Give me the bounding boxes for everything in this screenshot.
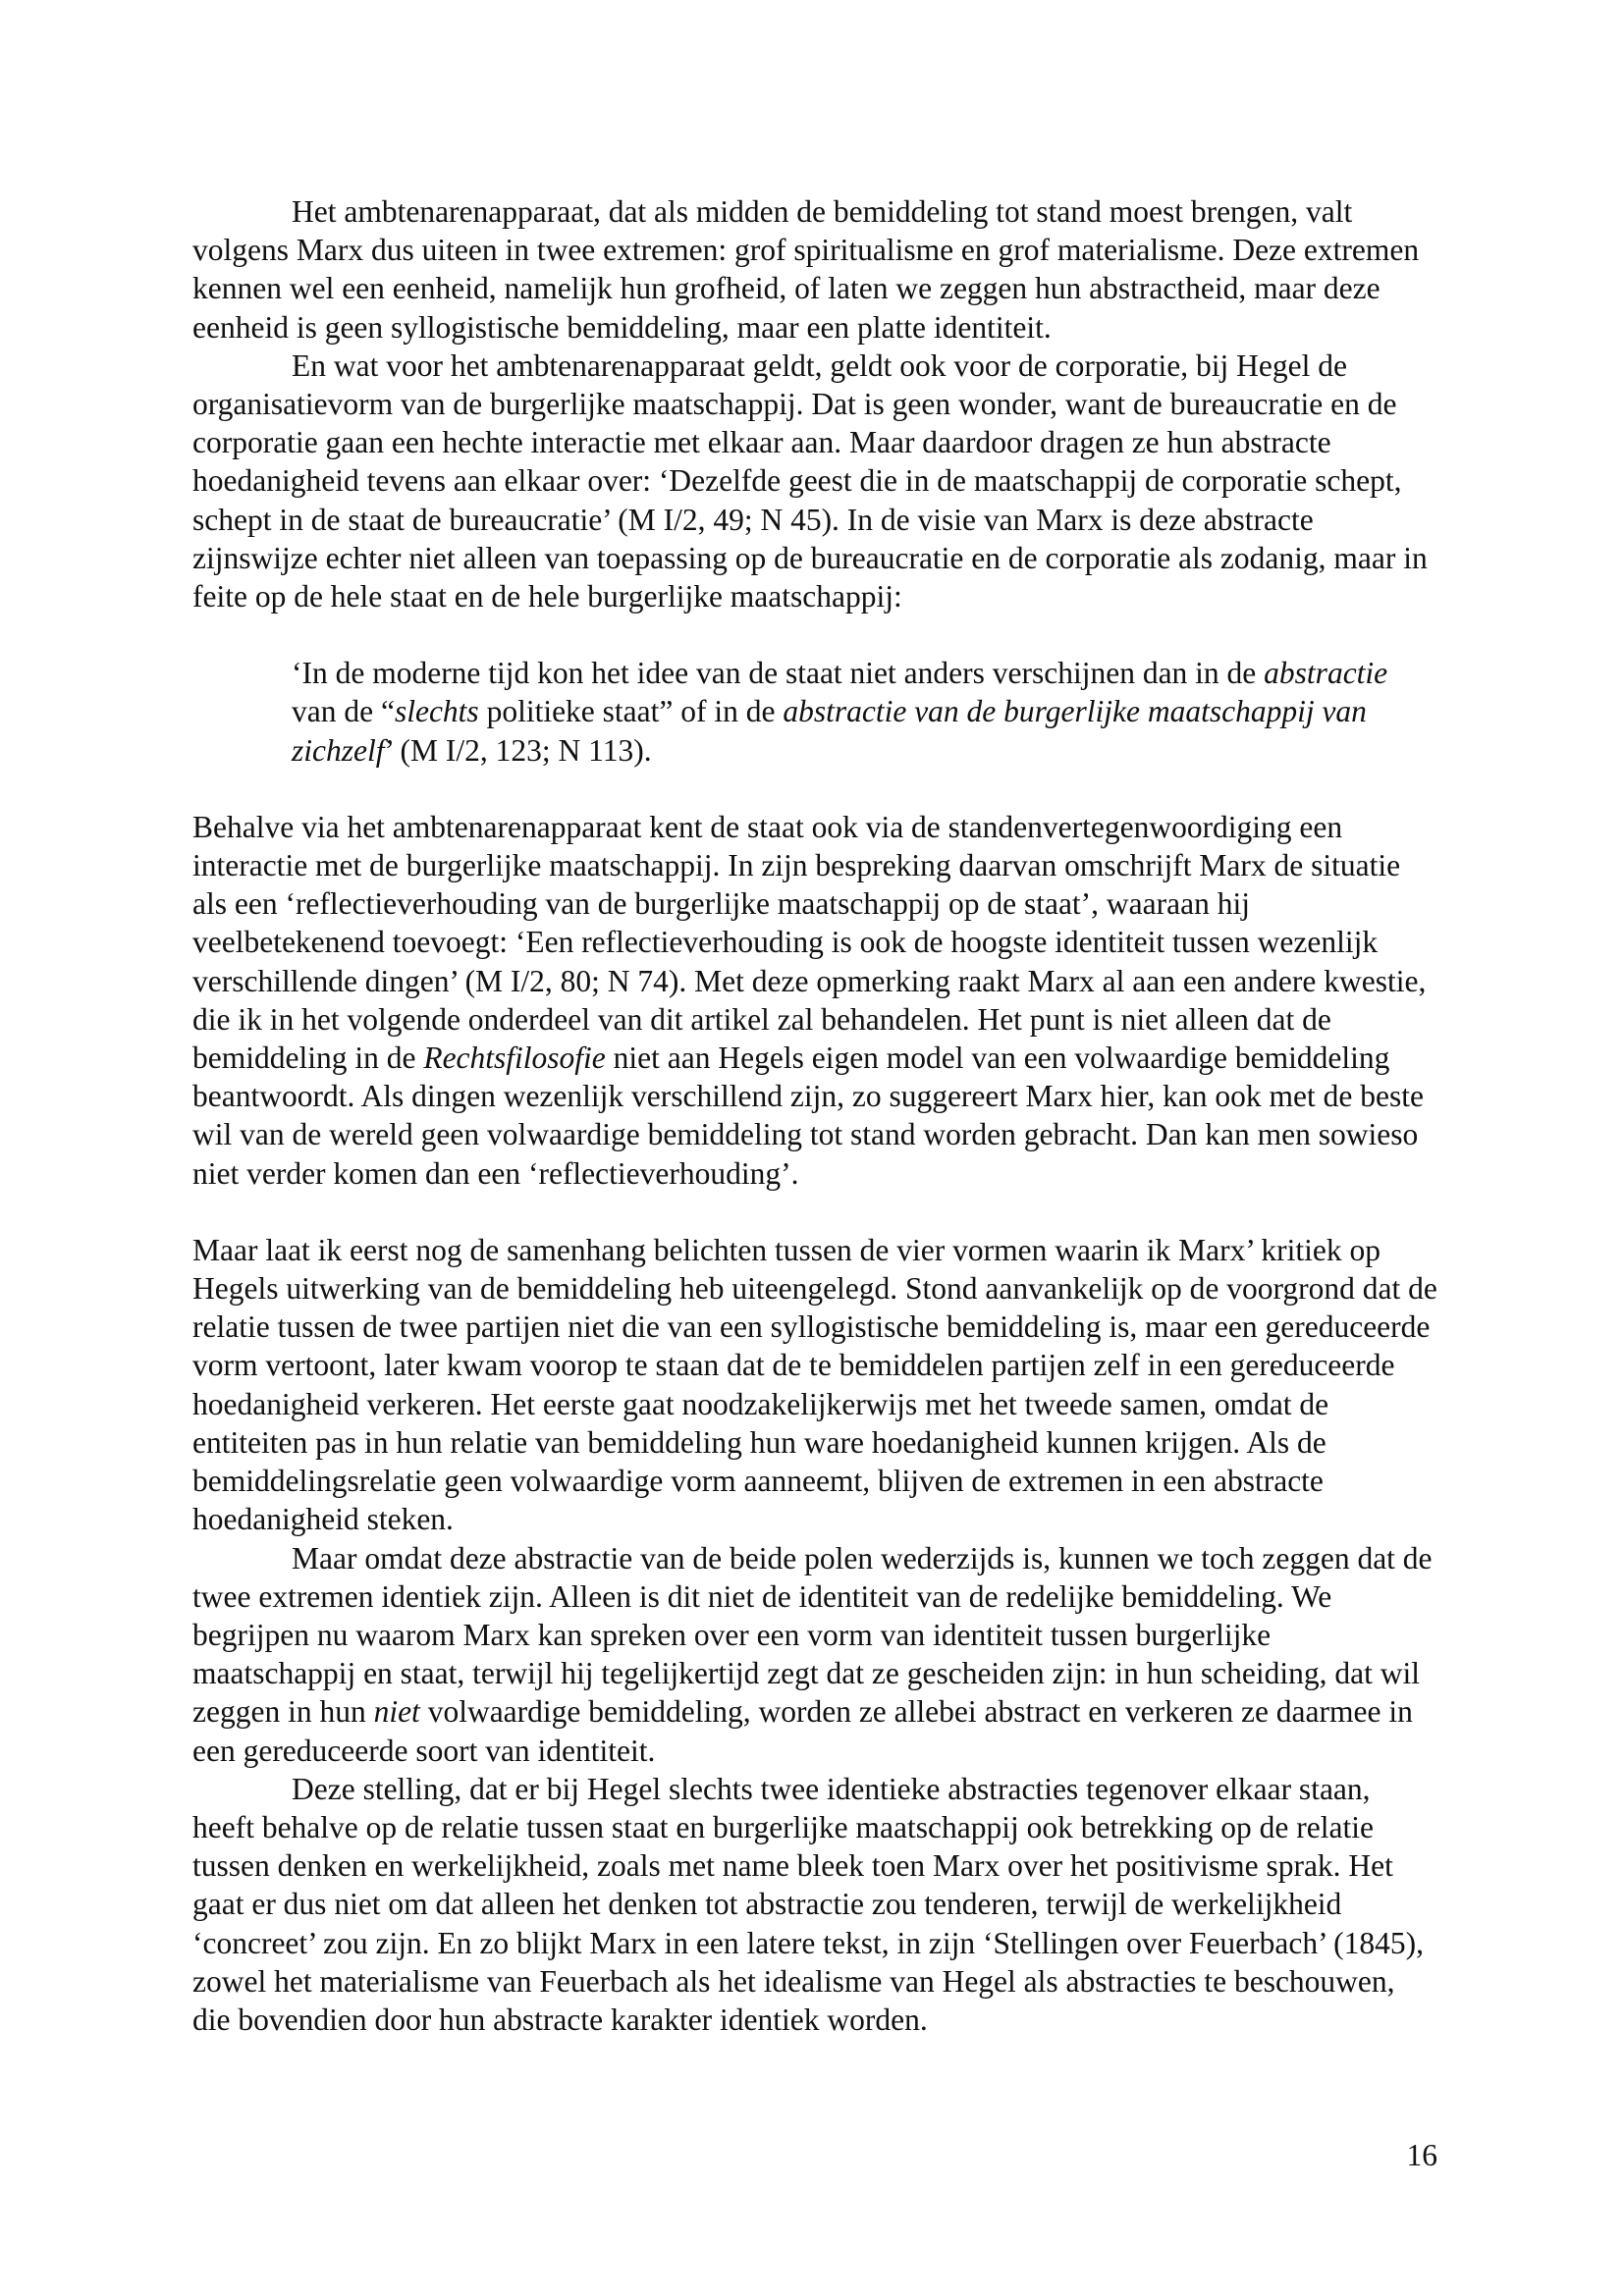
paragraph-6 [192,1770,1437,2039]
text-run: Het ambtenarenapparaat, dat als midden de bemiddeling tot stand moest brengen, valt volgens Marx dus uiteen in twee extremen: grof spiritualisme en grof materialisme. Deze extremen kennen wel een eenheid, namelijk hun grofheid, of laten we zeggen hun abstractheid, maar deze eenheid is geen syllogistische bemiddeling, maar een platte identiteit. [192,194,1420,345]
text-run: Maar omdat deze abstractie van de beide polen wederzijds is, kunnen we toch zeggen dat de twee extremen identiek zijn. Alleen is dit niet de identiteit van de redelijke bemiddeling. We begrijpen nu waarom Marx kan spreken over een vorm van identiteit tussen burgerlijke maatschappij en staat, terwijl hij tegelijkertijd zegt dat ze gescheiden zijn: in hun scheiding, dat wil zeggen in hun [192,1540,1433,1730]
text-run: ‘In de moderne tijd kon het idee van de staat niet anders verschijnen dan in de [292,656,1265,691]
text-run: volwaardige bemiddeling, worden ze allebei abstract en verkeren ze daarmee in een gereduceerde soort van identiteit. [192,1694,1413,1768]
italic-text-run: abstractie [1264,656,1388,691]
text-run: van de “ [292,694,395,729]
text-run: Maar laat ik eerst nog de samenhang belichten tussen de vier vormen waarin ik Marx’ kritiek op Hegels uitwerking van de bemiddeling heb uiteengelegd. Stond aanvankelijk op de voorgrond dat de relatie tussen de twee partijen niet die van een syllogistische bemiddeling is, maar een gereduceerde vorm vertoont, later kwam voorop te staan dat de te bemiddelen partijen zelf in een gereduceerde hoedanigheid verkeren. Het eerste gaat noodzakelijkerwijs met het tweede samen, omdat de entiteiten pas in hun relatie van bemiddeling hun ware hoedanigheid kunnen krijgen. Als de bemiddelingsrelatie geen volwaardige vorm aanneemt, blijven de extremen in een abstracte hoedanigheid steken. [192,1232,1437,1537]
page-body [192,192,1437,2039]
page-number: 16 [1406,2138,1437,2172]
italic-text-run: slechts [394,694,479,729]
paragraph-4 [192,1231,1437,1539]
text-run: ’ (M I/2, 123; N 113). [384,732,652,768]
text-run: politieke staat” of in de [478,694,784,729]
paragraph-3 [192,808,1437,1193]
text-run: niet aan Hegels eigen model van een volwaardige bemiddeling beantwoordt. Als dingen wezenlijk verschillend zijn, zo suggereert Marx hier, kan ook met de beste wil van de wereld geen volwaardige bemiddeling tot stand worden gebracht. Dan kan men sowieso niet verder komen dan een ‘reflectieverhouding’. [192,1041,1424,1191]
text-run: Behalve via het ambtenarenapparaat kent de staat ook via de standenvertegenwoordiging een interactie met de burgerlijke maatschappij. In zijn bespreking daarvan omschrijft Marx de situatie als een ‘reflectieverhouding van de burgerlijke maatschappij op de staat’, waaraan hij veelbetekenend toevoegt: ‘Een reflectieverhouding is ook de hoogste identiteit tussen wezenlijk verschillende dingen’ (M I/2, 80; N 74). Met deze opmerking raakt Marx al aan een andere kwestie, die ik in het volgende onderdeel van dit artikel zal behandelen. Het punt is niet alleen dat de bemiddeling in de [192,809,1427,1076]
paragraph-5 [192,1539,1437,1770]
italic-text-run: abstractie van de burgerlijke maatschappij van zichzelf [292,694,1367,768]
text-run: En wat voor het ambtenarenapparaat geldt, geldt ook voor de corporatie, bij Hegel de organisatievorm van de burgerlijke maatschappij. Dat is geen wonder, want de bureaucratie en de corporatie gaan een hechte interactie met elkaar aan. Maar daardoor dragen ze hun abstracte hoedanigheid tevens aan elkaar over: ‘Dezelfde geest die in de maatschappij de corporatie schept, schept in de staat de bureaucratie’ (M I/2, 49; N 45). In de visie van Marx is deze abstracte zijnswijze echter niet alleen van toepassing op de bureaucratie en de corporatie als zodanig, maar in feite op de hele staat en de hele burgerlijke maatschappij: [192,347,1428,614]
italic-text-run: Rechtsfilosofie [423,1041,606,1076]
paragraph-1 [192,192,1437,347]
paragraph-2 [192,347,1437,615]
block-quote [292,654,1401,770]
text-run: Deze stelling, dat er bij Hegel slechts twee identieke abstracties tegenover elkaar staan, heeft behalve op de relatie tussen staat en burgerlijke maatschappij ook betrekking op de relatie tussen denken en werkelijkheid, zoals met name bleek toen Marx over het positivisme sprak. Het gaat er dus niet om dat alleen het denken tot abstractie zou tenderen, terwijl de werkelijkheid ‘concreet’ zou zijn. En zo blijkt Marx in een latere tekst, in zijn ‘Stellingen over Feuerbach’ (1845), zowel het materialisme van Feuerbach als het idealisme van Hegel als abstracties te beschouwen, die bovendien door hun abstracte karakter identiek worden. [192,1771,1425,2037]
italic-text-run: niet [373,1694,420,1730]
